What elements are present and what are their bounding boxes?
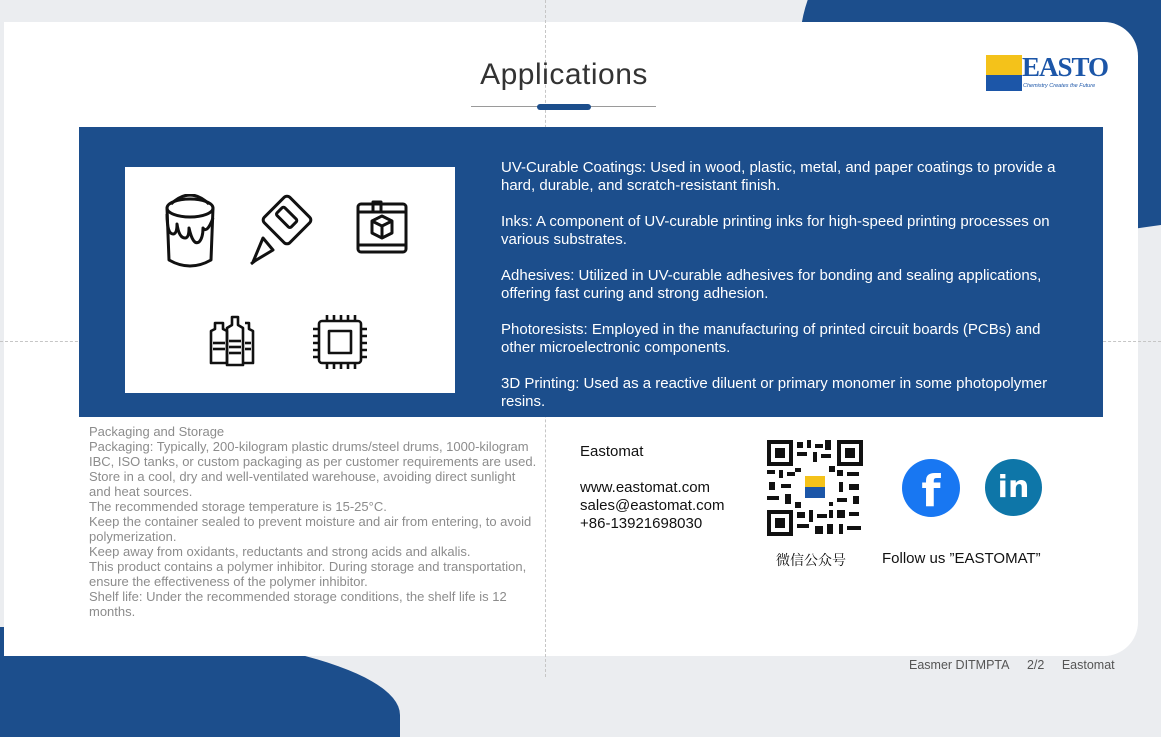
application-inks: Inks: A component of UV-curable printing inks for high-speed printing processes on various substrates. [501, 213, 1050, 248]
glue-tube-icon [247, 194, 319, 266]
logo-text: EASTO [1022, 52, 1109, 82]
contact-phone: +86-13921698030 [580, 515, 703, 532]
storage-line: This product contains a polymer inhibitor. During storage and transportation, ensure the effectiveness of the polymer inhibitor. [89, 559, 527, 589]
contact-info [580, 443, 724, 533]
contact-company: Eastomat [580, 443, 644, 460]
storage-line: Packaging: Typically, 200-kilogram plastic drums/steel drums, 1000-kilogram IBC, ISO tanks, or custom packaging as per customer requirements are used. [89, 439, 537, 469]
3d-printer-icon [355, 199, 409, 255]
qr-caption: 微信公众号 [776, 552, 846, 568]
wechat-qr-code [767, 440, 863, 536]
company-logo [986, 52, 1109, 95]
logo-wave [986, 75, 1022, 91]
storage-line: The recommended storage temperature is 15-25°C. [89, 499, 387, 514]
follow-us-text: Follow us ”EASTOMAT” [882, 550, 1041, 567]
paint-bucket-icon [163, 194, 217, 270]
ink-bottles-icon [209, 315, 263, 367]
storage-heading: Packaging and Storage [89, 424, 225, 439]
page-footer [909, 658, 1129, 672]
title-accent-bar [537, 104, 591, 110]
storage-line: Keep the container sealed to prevent moisture and air from entering, to avoid polymerization. [89, 514, 532, 544]
footer-page-number: 2/2 [1026, 658, 1045, 672]
applications-panel [79, 127, 1103, 417]
contact-website-link[interactable]: www.eastomat.com [580, 479, 711, 496]
logo-tagline: Chemistry Creates the Future [1023, 83, 1096, 89]
storage-line: Keep away from oxidants, reductants and strong acids and alkalis. [89, 544, 471, 559]
application-photoresists: Photoresists: Employed in the manufacturing of printed circuit boards (PCBs) and other microelectronic components. [501, 321, 1041, 356]
facebook-icon[interactable]: f [902, 459, 960, 517]
footer-company: Eastomat [1061, 658, 1115, 672]
footer-product: Easmer DITMPTA [909, 658, 1010, 672]
microchip-icon [311, 313, 369, 371]
page-title: Applications [480, 58, 648, 91]
storage-line: Store in a cool, dry and well-ventilated warehouse, avoiding direct sunlight and heat sources. [89, 469, 516, 499]
linkedin-icon[interactable]: in [985, 459, 1042, 516]
application-3d-printing: 3D Printing: Used as a reactive diluent or primary monomer in some photopolymer resins. [501, 375, 1048, 410]
storage-line: Shelf life: Under the recommended storage conditions, the shelf life is 12 months. [89, 589, 507, 619]
application-uv-coatings: UV-Curable Coatings: Used in wood, plastic, metal, and paper coatings to provide a hard, durable, and scratch-resistant finish. [501, 159, 1056, 194]
packaging-storage-section [89, 424, 539, 619]
applications-list [501, 159, 1061, 429]
application-icons-box [125, 167, 455, 393]
application-adhesives: Adhesives: Utilized in UV-curable adhesives for bonding and sealing applications, offering fast curing and strong adhesion. [501, 267, 1042, 302]
contact-email-link[interactable]: sales@eastomat.com [580, 497, 725, 514]
